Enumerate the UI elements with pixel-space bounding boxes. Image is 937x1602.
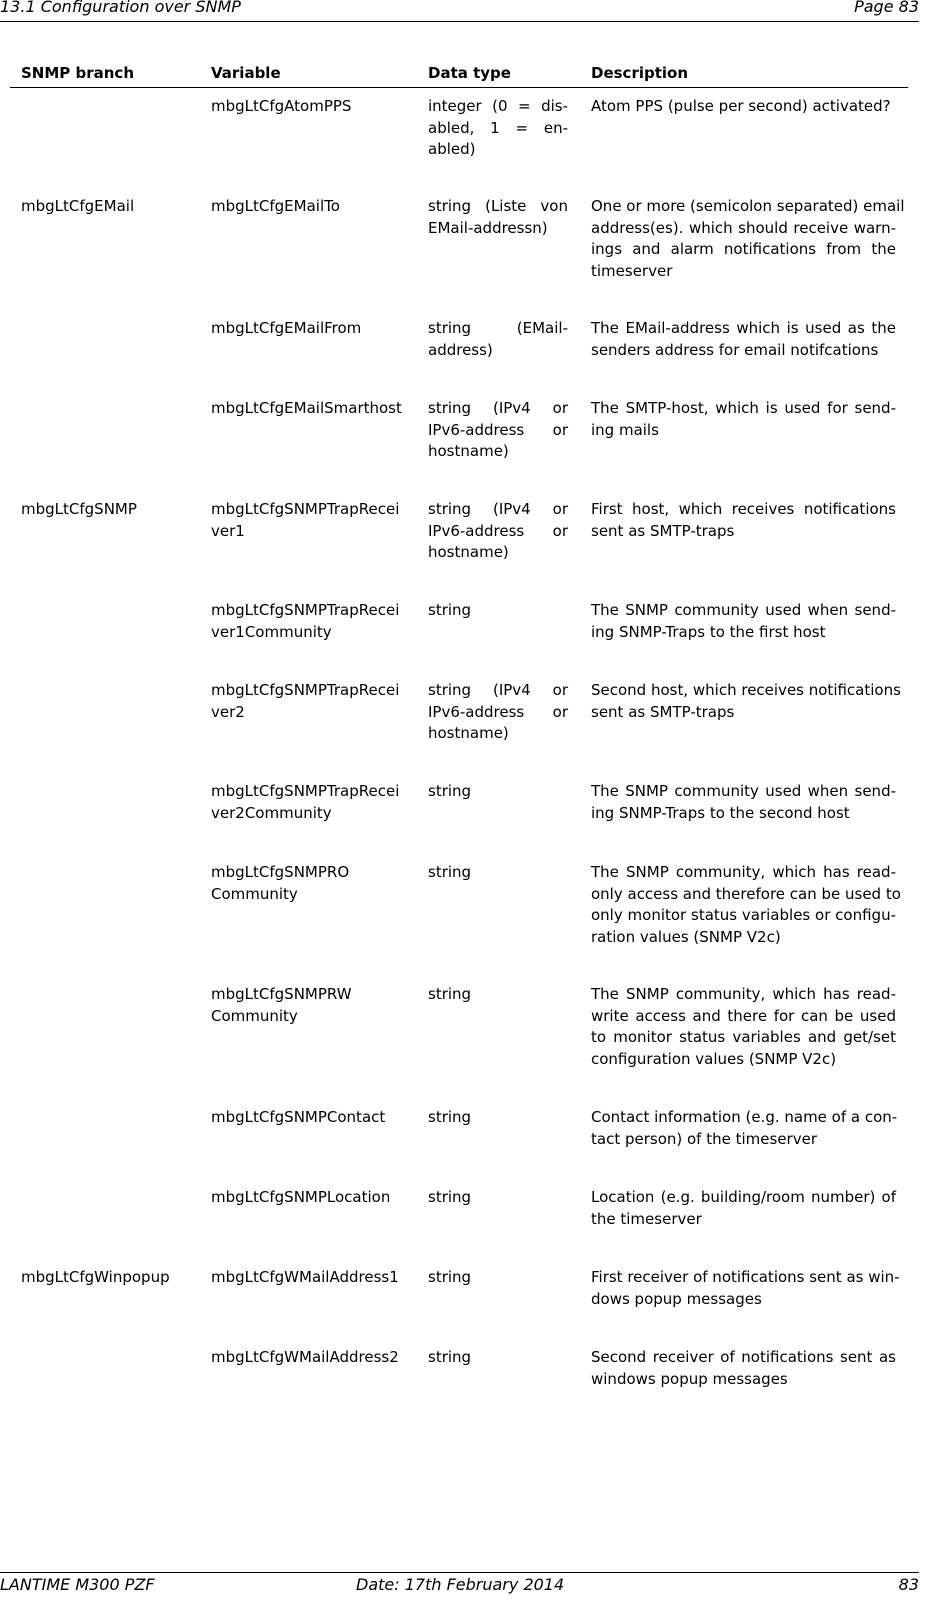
cell-description [591,1107,896,1150]
cell-data-type-line: EMail-addressn) [428,218,548,237]
cell-variable-line: mbgLtCfgEMailTo [211,197,340,215]
cell-description-line: to monitor status variables and get/set [591,1028,896,1047]
cell-description-line: sent as SMTP-traps [591,702,735,721]
cell-data-type-line: abled, 1 = en- [428,118,568,137]
column-header-branch: SNMP branch [21,64,135,82]
column-header-description: Description [591,64,689,82]
cell-description [591,984,896,1071]
cell-data-type [428,398,568,463]
header-rule [0,21,919,22]
cell-description-line: write access and there for can be used [591,1006,896,1025]
cell-description-line: The SMTP-host, which is used for send- [591,399,896,417]
cell-variable [211,318,411,340]
cell-data-type-line: string (IPv4 or [428,681,568,699]
cell-data-type-line: string [428,1268,472,1286]
cell-data-type-line: IPv6-address or [428,420,568,439]
cell-description [591,196,905,283]
cell-description-line: The EMail-address which is used as the [591,319,896,337]
cell-variable [211,862,411,905]
cell-data-type [428,1107,568,1129]
cell-description-line: address(es). which should receive warn- [591,218,896,237]
cell-variable-line: mbgLtCfgSNMPTrapRecei [211,500,400,518]
cell-variable-line: Community [211,1006,298,1025]
cell-description [591,1187,896,1230]
cell-description-line: only access and therefore can be used to [591,884,901,903]
cell-variable-line: Community [211,884,298,903]
cell-description-line: The SNMP community used when send- [591,601,896,619]
cell-description-line: ration values (SNMP V2c) [591,928,781,947]
cell-data-type [428,680,568,745]
cell-snmp-branch: mbgLtCfgEMail [21,197,135,215]
cell-snmp-branch: mbgLtCfgWinpopup [21,1268,170,1286]
cell-description-line: only monitor status variables or configu- [591,906,896,925]
cell-variable-line: mbgLtCfgSNMPRO [211,863,350,881]
cell-variable-line: mbgLtCfgSNMPLocation [211,1188,391,1206]
cell-variable [211,984,411,1027]
cell-data-type-line: string [428,601,472,619]
cell-variable [211,96,411,118]
column-header-data-type: Data type [428,64,511,82]
cell-data-type-line: integer (0 = dis- [428,97,568,115]
cell-data-type-line: address) [428,340,493,359]
cell-variable [211,680,411,723]
cell-variable-line: mbgLtCfgWMailAddress1 [211,1268,399,1286]
cell-data-type-line: string [428,1348,472,1366]
column-header-variable: Variable [211,64,281,82]
cell-data-type-line: hostname) [428,724,509,743]
cell-variable [211,1187,411,1209]
cell-description [591,1267,900,1310]
cell-variable-line: mbgLtCfgWMailAddress2 [211,1348,399,1366]
cell-data-type [428,781,568,803]
cell-data-type-line: string [428,863,472,881]
cell-data-type [428,862,568,884]
cell-description-line: dows popup messages [591,1289,762,1308]
cell-data-type-line: string (IPv4 or [428,500,568,518]
cell-description [591,398,896,441]
cell-data-type [428,196,568,239]
cell-description-line: The SNMP community, which has read- [591,985,896,1003]
cell-data-type-line: IPv6-address or [428,702,568,721]
cell-description [591,600,896,643]
cell-data-type-line: hostname) [428,543,509,562]
cell-description-line: ing mails [591,420,659,439]
cell-data-type-line: string (EMail- [428,319,568,337]
cell-variable-line: mbgLtCfgAtomPPS [211,97,352,115]
cell-variable-line: mbgLtCfgEMailSmarthost [211,399,402,417]
header-section-title: 13.1 Configuration over SNMP [0,0,241,16]
cell-variable-line: mbgLtCfgSNMPTrapRecei [211,681,400,699]
cell-description [591,96,896,118]
cell-variable-line: mbgLtCfgSNMPTrapRecei [211,601,400,619]
cell-data-type-line: string [428,1108,472,1126]
cell-variable-line: mbgLtCfgEMailFrom [211,319,362,337]
cell-data-type [428,499,568,564]
cell-description-line: One or more (semicolon separated) email [591,197,905,215]
cell-data-type [428,1267,568,1289]
cell-data-type-line: string [428,985,472,1003]
cell-description-line: First receiver of notifications sent as win- [591,1268,900,1286]
cell-description-line: senders address for email notifcations [591,340,879,359]
cell-data-type-line: hostname) [428,442,509,461]
cell-variable [211,398,411,420]
cell-data-type-line: string (IPv4 or [428,399,568,417]
cell-data-type [428,96,568,161]
footer-rule [0,1572,919,1573]
cell-variable-line: mbgLtCfgSNMPRW [211,985,352,1003]
cell-data-type-line: string (Liste von [428,197,568,215]
cell-description [591,499,896,542]
cell-variable [211,600,411,643]
cell-description [591,862,901,949]
cell-variable-line: ver2 [211,702,245,721]
cell-data-type-line: abled) [428,140,476,159]
cell-variable [211,196,411,218]
cell-description-line: ings and alarm notifications from the [591,240,896,259]
cell-description-line: configuration values (SNMP V2c) [591,1050,837,1069]
cell-description-line: timeserver [591,262,673,281]
cell-description-line: The SNMP community, which has read- [591,863,896,881]
cell-description-line: ing SNMP-Traps to the second host [591,803,850,822]
cell-description [591,680,901,723]
cell-variable-line: mbgLtCfgSNMPTrapRecei [211,782,400,800]
cell-data-type [428,1187,568,1209]
cell-description-line: ing SNMP-Traps to the first host [591,622,826,641]
cell-description-line: tact person) of the timeserver [591,1129,817,1148]
cell-variable [211,1267,411,1289]
cell-data-type [428,600,568,622]
cell-description-line: Second host, which receives notifications [591,681,901,699]
cell-data-type [428,318,568,361]
table-header-rule [10,87,908,88]
cell-description-line: First host, which receives notifications [591,500,896,518]
cell-data-type-line: IPv6-address or [428,521,568,540]
cell-description-line: Atom PPS (pulse per second) activated? [591,97,891,115]
cell-description-line: Second receiver of notifications sent as [591,1348,896,1366]
cell-description-line: the timeserver [591,1209,702,1228]
footer-date: Date: 17th February 2014 [356,1575,565,1594]
cell-data-type-line: string [428,782,472,800]
header-page-number: Page 83 [854,0,919,16]
cell-data-type [428,1347,568,1369]
cell-variable [211,781,411,824]
cell-variable [211,1107,411,1129]
cell-description-line: The SNMP community used when send- [591,782,896,800]
cell-variable [211,1347,411,1369]
footer-product: LANTIME M300 PZF [0,1575,155,1594]
footer-page-number: 83 [898,1575,919,1594]
cell-description [591,1347,896,1390]
cell-data-type-line: string [428,1188,472,1206]
cell-variable-line: ver1Community [211,622,332,641]
cell-variable [211,499,411,542]
cell-description-line: windows popup messages [591,1369,788,1388]
cell-description-line: sent as SMTP-traps [591,521,735,540]
cell-description [591,781,896,824]
cell-snmp-branch: mbgLtCfgSNMP [21,500,137,518]
cell-variable-line: ver2Community [211,803,332,822]
cell-description-line: Location (e.g. building/room number) of [591,1188,896,1206]
cell-description-line: Contact information (e.g. name of a con- [591,1108,898,1126]
cell-description [591,318,896,361]
cell-variable-line: mbgLtCfgSNMPContact [211,1108,386,1126]
cell-variable-line: ver1 [211,521,245,540]
cell-data-type [428,984,568,1006]
